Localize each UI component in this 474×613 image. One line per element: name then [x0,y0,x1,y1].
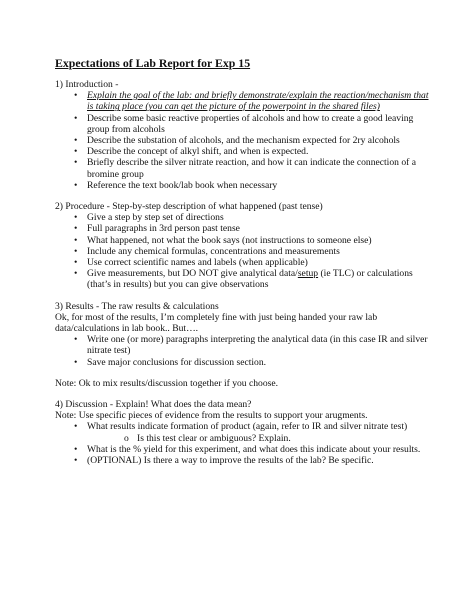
bullet-icon: • [74,90,78,102]
procedure-list [55,212,430,290]
list-item [55,180,430,191]
list-item-text: Describe the concept of alkyl shift, and when is expected. [87,146,309,158]
bullet-icon: • [74,135,78,147]
bullet-icon: • [74,443,78,455]
procedure-section [55,201,430,291]
list-item-text [87,268,413,290]
list-item [55,257,430,268]
bullet-icon: • [74,234,78,246]
bullet-icon: • [74,179,78,191]
results-paragraph: Ok, for most of the results, I’m completely fine with just being handed your raw lab data/calculations in lab book.. But…. [55,311,378,335]
sub-list-item-text: Is this test clear or ambiguous? Explain. [137,432,291,444]
list-item [55,223,430,234]
circle-bullet-icon: o [124,432,129,444]
document-page [55,56,430,476]
list-item-text: What happened, not what the book says (not instructions to someone else) [87,234,372,246]
list-item-text: Give a step by step set of directions [87,212,224,224]
list-item-text: Reference the text book/lab book when necessary [87,179,278,191]
list-item-text: What results indicate formation of product (again, refer to IR and silver nitrate test) [87,421,408,433]
list-item [55,90,430,112]
list-item-text: Describe the substation of alcohols, and the mechanism expected for 2ry alcohols [87,135,400,147]
results-heading: 3) Results - The raw results & calculations [55,300,219,312]
list-item [55,146,430,157]
bullet-icon: • [74,223,78,235]
list-item [55,157,430,179]
list-item [55,334,430,356]
discussion-section [55,399,430,466]
bullet-icon: • [74,257,78,269]
list-item-text: Full paragraphs in 3rd person past tense [87,223,240,235]
list-item [55,246,430,257]
procedure-heading: 2) Procedure - Step-by-step description of what happened (past tense) [55,201,323,213]
list-item-text: Explain the goal of the lab: and briefly demonstrate/explain the reaction/mechanism that is taking place (you can get the picture of the powerpoint in the shared files) [87,90,429,113]
list-item-text: Use correct scientific names and labels (when applicable) [87,257,308,269]
bullet-icon: • [74,455,78,467]
bullet-icon: • [74,112,78,124]
list-item [55,235,430,246]
results-section [55,301,430,368]
introduction-section [55,79,430,191]
list-item-text: (OPTIONAL) Is there a way to improve the results of the lab? Be specific. [87,455,374,467]
introduction-list [55,90,430,191]
introduction-heading: 1) Introduction - [55,79,119,90]
bullet-icon: • [74,146,78,158]
list-item [55,444,430,455]
list-item [55,455,430,466]
bullet-icon: • [74,157,78,169]
list-item-text: Write one (or more) paragraphs interpreting the analytical data (in this case IR and silver nitrate test) [87,334,428,357]
setup-underlined-word: setup [297,268,319,280]
list-item [55,135,430,146]
bullet-icon: • [74,356,78,368]
discussion-list [55,421,430,466]
list-item-text: What is the % yield for this experiment, and what does this indicate about your results. [87,443,421,455]
bullet-icon: • [74,421,78,433]
bullet-icon: • [74,334,78,346]
note-mix-results [55,378,430,389]
bullet-icon: • [74,212,78,224]
bullet-icon: • [74,245,78,257]
list-item-text-part: Give measurements, but DO NOT give analytical data/ [87,268,298,280]
list-item [55,212,430,223]
document-title: Expectations of Lab Report for Exp 15 [55,56,251,70]
sub-list-item [87,433,430,444]
list-item-text: Include any chemical formulas, concentrations and measurements [87,245,340,257]
list-item [55,357,430,368]
note-text: Note: Ok to mix results/discussion together if you choose. [55,377,279,389]
list-item-text: Save major conclusions for discussion section. [87,356,267,368]
discussion-sublist [87,433,430,444]
list-item-text: Describe some basic reactive properties of alcohols and how to create a good leaving group from alcohols [87,112,414,135]
bullet-icon: • [74,268,78,280]
list-item [55,113,430,135]
list-item-text: Briefly describe the silver nitrate reaction, and how it can indicate the connection of a bromine group [87,157,416,180]
list-item [55,421,430,443]
list-item-text-part: (ie TLC) or calculations (that’s in results) but you can give observations [87,268,413,291]
discussion-heading: 4) Discussion - Explain! What does the data mean? [55,399,252,411]
results-list [55,334,430,368]
discussion-note: Note: Use specific pieces of evidence from the results to support your arugments. [55,410,368,422]
list-item [55,268,430,290]
